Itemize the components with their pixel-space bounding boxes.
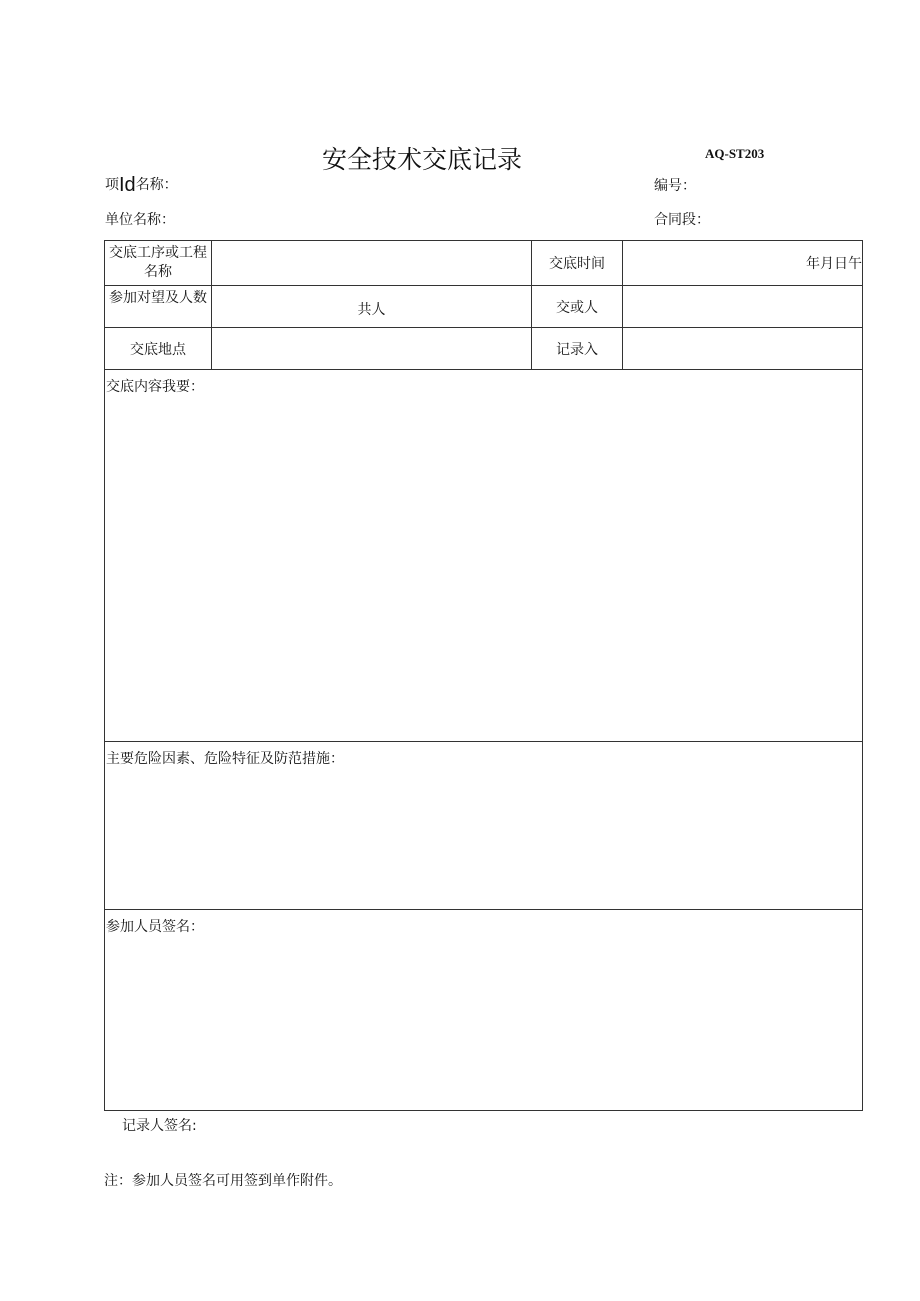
process-name-field[interactable] xyxy=(212,241,532,286)
project-id-glyph: Id xyxy=(119,174,136,196)
disclosure-time-label: 交底时间 xyxy=(532,241,623,286)
content-section-label: 交底内容我要： xyxy=(106,379,204,395)
location-label: 交底地点 xyxy=(105,328,212,370)
project-prefix: 项 xyxy=(105,177,119,193)
process-name-label-line2: 名称 xyxy=(144,264,172,280)
document-code: AQ-ST203 xyxy=(705,146,765,161)
participants-label: 参加对望及人数 xyxy=(105,286,212,328)
recorder-signature-label: 记录人签名: xyxy=(122,1118,197,1134)
signatures-section-label: 参加人员签名： xyxy=(106,919,204,935)
table-row xyxy=(105,742,863,910)
disclosure-record-table xyxy=(104,240,863,1111)
table-row xyxy=(105,241,863,286)
form-title: 安全技术交底记录 xyxy=(322,145,523,174)
project-suffix: 名称： xyxy=(135,177,178,193)
project-name-label xyxy=(105,174,178,197)
disclosure-time-field[interactable]: 年月日午 xyxy=(623,241,863,286)
unit-name-label: 单位名称： xyxy=(105,212,175,228)
process-name-label-line1: 交底工序或工程 xyxy=(109,245,207,261)
recorder-field[interactable] xyxy=(623,328,863,370)
number-label: 编号： xyxy=(654,178,696,194)
table-row xyxy=(105,286,863,328)
footnote: 注：参加人员签名可用签到单作附件。 xyxy=(104,1173,342,1189)
discloser-field[interactable] xyxy=(623,286,863,328)
participants-count-field[interactable]: 共人 xyxy=(212,286,532,328)
signatures-section[interactable] xyxy=(105,910,863,1111)
process-name-label-cell xyxy=(105,241,212,286)
table-row xyxy=(105,910,863,1111)
hazards-section[interactable] xyxy=(105,742,863,910)
table-row xyxy=(105,328,863,370)
location-field[interactable] xyxy=(212,328,532,370)
discloser-label: 交或人 xyxy=(532,286,623,328)
table-row xyxy=(105,370,863,742)
hazards-section-label: 主要危险因素、危险特征及防范措施： xyxy=(106,751,344,767)
recorder-label: 记录入 xyxy=(532,328,623,370)
content-section[interactable] xyxy=(105,370,863,742)
contract-section-label: 合同段： xyxy=(654,212,710,228)
